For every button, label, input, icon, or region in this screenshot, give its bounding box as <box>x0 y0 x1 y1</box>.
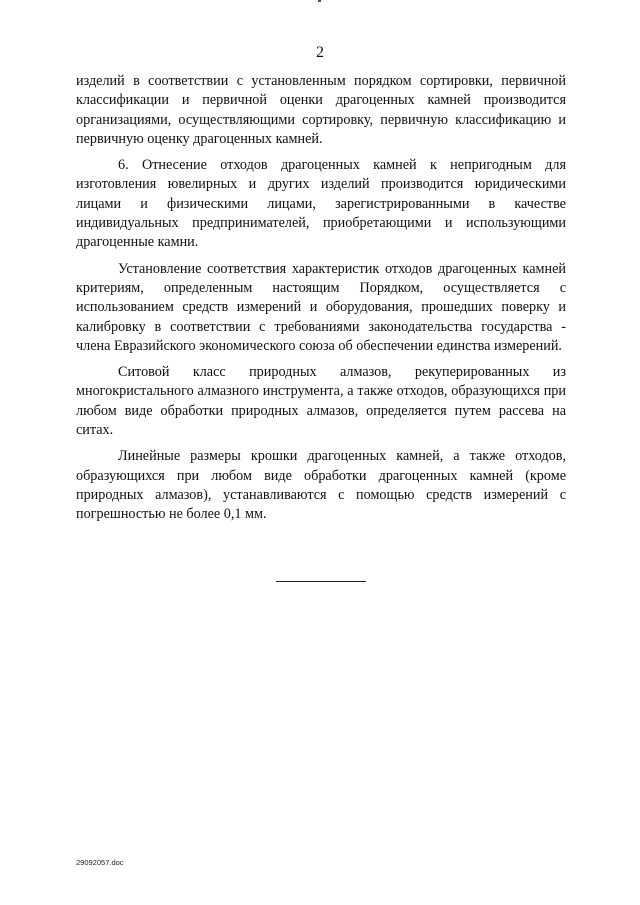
footer-file-code: 29092057.doc <box>76 858 124 867</box>
paragraph-sieve-class: Ситовой класс природных алмазов, рекуперированных из многокристального алмазного инструмента, а также отходов, образующихся при любом виде обработки природных алмазов, определяется путем рассева на ситах. <box>76 364 566 439</box>
top-mark <box>318 0 321 2</box>
body-text <box>76 72 566 532</box>
paragraph-continuation: изделий в соответствии с установленным порядком сортировки, первичной классификации и первичной оценки драгоценных камней производится организациями, осуществляющими сортировку, первичную классификацию и первичную оценку драгоценных камней. <box>76 73 566 147</box>
paragraph-item-6: 6. Отнесение отходов драгоценных камней к непригодным для изготовления ювелирных и других изделий производится юридическими лицами и физическими лицами, зарегистрированными в качестве индивидуальных предпринимателей, приобретающими и использующими драгоценные камни. <box>76 157 566 251</box>
page-number: 2 <box>316 44 324 61</box>
paragraph-linear-sizes: Линейные размеры крошки драгоценных камней, а также отходов, образующихся при любом виде обработки драгоценных камней (кроме природных алмазов), устанавливаются с помощью средств измерений с погрешностью не более 0,1 мм. <box>76 448 566 523</box>
end-separator-line <box>276 581 366 582</box>
paragraph-conformity: Установление соответствия характеристик отходов драгоценных камней критериям, определенным настоящим Порядком, осуществляется с использованием средств измерений и оборудования, прошедших поверку и калибровку в соответствии с требованиями законодательства государства - члена Евразийского экономического союза об обеспечении единства измерений. <box>76 260 566 354</box>
